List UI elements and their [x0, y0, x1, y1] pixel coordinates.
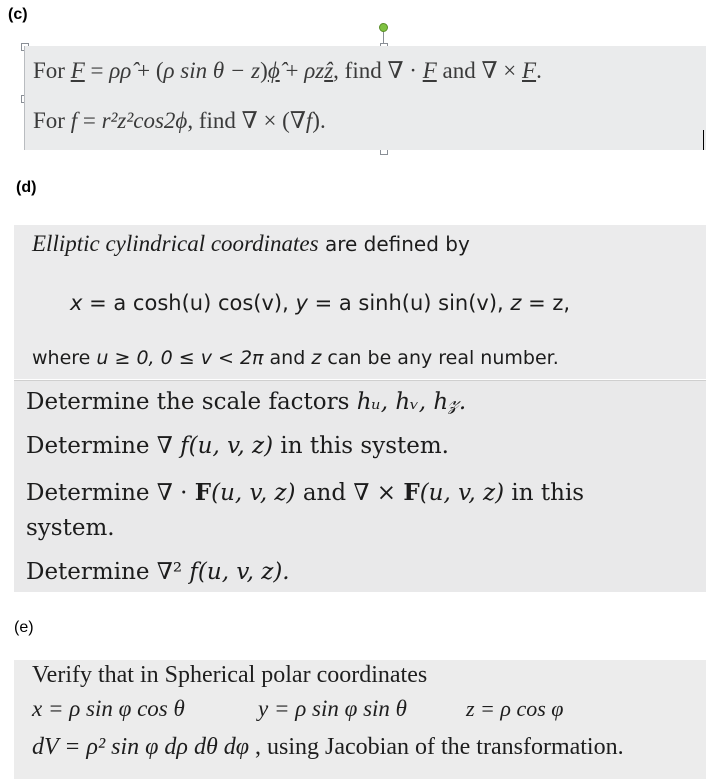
vector-F-2: F [422, 58, 437, 83]
part-c-line-1 [33, 58, 542, 84]
task-div-curl-line2: system. [26, 515, 115, 541]
task-gradient [26, 433, 449, 459]
text-find-curl-grad: , find ∇ × (∇ [187, 108, 306, 133]
part-e-dv [32, 734, 624, 761]
task1-text: Determine the scale factors [26, 389, 357, 415]
where-end: can be any real number. [321, 347, 559, 369]
var-z: z [510, 291, 522, 315]
close: ). [312, 108, 326, 133]
part-d-definition-panel [14, 225, 706, 379]
task3-text: Determine ∇ · [26, 480, 195, 506]
vector-F: F [70, 58, 85, 83]
term-rho-sin-theta: ρ sin θ − z [163, 58, 261, 83]
text-find-div: , find ∇ · [333, 58, 423, 83]
part-e-y-eq: y = ρ sin φ sin θ [258, 696, 407, 721]
var-x: x [70, 291, 83, 315]
term-elliptic: Elliptic cylindrical coordinates [32, 231, 319, 256]
period: . [536, 58, 542, 83]
task3-args2: (u, v, z) [419, 480, 505, 506]
phi-hat: ϕ̂ [267, 58, 280, 83]
intro-rest: are defined by [318, 232, 470, 256]
part-c-line-2 [33, 108, 326, 134]
dv-rest: , using Jacobian of the transformation. [249, 734, 624, 760]
task3-args1: (u, v, z) [211, 480, 296, 506]
expression: r²z²cos2ϕ [101, 108, 188, 133]
task4-math: f(u, v, z). [189, 559, 290, 585]
dv-expression: dV = ρ² sin φ dρ dθ dφ [32, 734, 250, 760]
part-e-x-eq: x = ρ sin φ cos θ [32, 696, 185, 721]
part-c-image-panel[interactable] [24, 46, 706, 150]
label-c: (c) [8, 6, 28, 23]
equals: = [84, 58, 110, 83]
part-e-line-1: Verify that in Spherical polar coordinates [32, 662, 428, 688]
close-paren: ) [260, 58, 268, 83]
task-scale-factors [26, 389, 466, 415]
task2-end: in this system. [273, 433, 449, 459]
task3-end: in this [504, 480, 585, 506]
part-e-z-eq: z = ρ cos φ [466, 696, 564, 721]
y-rhs: = a sinh(u) sin(v), [307, 291, 511, 315]
text-for: For [33, 58, 71, 83]
task1-math: hᵤ, hᵥ, h𝓏. [356, 389, 467, 415]
plus-2: + [279, 58, 305, 83]
text-for: For [33, 108, 71, 133]
term-rho: ρρ̂ [109, 58, 132, 83]
where-and: and [263, 347, 312, 369]
part-d-equations [70, 291, 570, 315]
task4-text: Determine ∇² [26, 559, 190, 585]
task3-F1: F [194, 479, 212, 506]
where-z: z [311, 347, 322, 369]
rotate-handle[interactable] [379, 23, 388, 32]
task2-text: Determine ∇ [26, 433, 181, 459]
task3-mid: and ∇ × [295, 480, 404, 506]
part-d-where [32, 347, 559, 369]
z-rhs: = z, [521, 291, 571, 315]
label-e: (e) [14, 619, 34, 636]
part-d-intro [32, 231, 470, 257]
function-f-2: f [305, 108, 313, 133]
text-and-curl: and ∇ × [436, 58, 522, 83]
vector-F-3: F [522, 58, 537, 83]
plus-1: + ( [131, 58, 164, 83]
task2-math: f(u, v, z) [180, 433, 274, 459]
x-rhs: = a cosh(u) cos(v), [82, 291, 296, 315]
z-hat: ẑ [324, 58, 334, 83]
term-rho-z: ρz [304, 58, 325, 83]
part-e-panel [14, 660, 706, 779]
function-f: f [70, 108, 78, 133]
where: where [32, 347, 97, 369]
equals: = [77, 108, 102, 133]
where-condition: u ≥ 0, 0 ≤ v < 2π [96, 347, 264, 369]
task-div-curl [26, 479, 584, 506]
task-laplacian [26, 559, 290, 585]
part-d-tasks-panel [14, 380, 706, 592]
text-cursor [703, 130, 704, 150]
var-y: y [295, 291, 308, 315]
task3-F2: F [403, 479, 420, 506]
label-d: (d) [16, 179, 37, 196]
